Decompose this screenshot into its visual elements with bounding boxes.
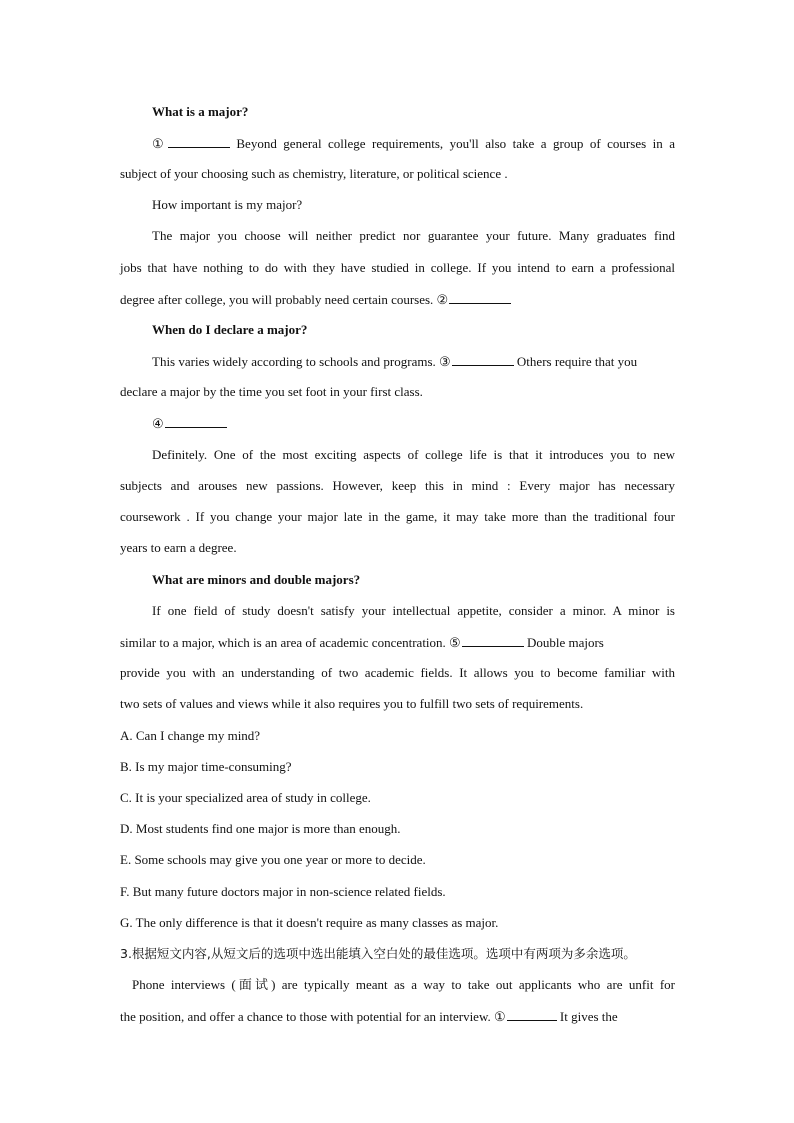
heading-what-is-major: What is a major? bbox=[152, 104, 249, 119]
paragraph-phone-line1: Phone interviews (面试) are typically meant as a way to take out applicants who are unfit for bbox=[132, 977, 675, 992]
text-span: degree after college, you will probably need certain courses. ② bbox=[120, 292, 449, 307]
paragraph-change-line1: Definitely. One of the most exciting aspects of college life is that it introduces you to new bbox=[152, 447, 675, 462]
answer-blank-4[interactable] bbox=[165, 414, 227, 428]
paragraph-change-line3: coursework . If you change your major late in the game, it may take more than the traditional four bbox=[120, 509, 675, 524]
text-span: This varies widely according to schools and programs. ③ bbox=[152, 354, 451, 369]
text-span: Others require that you bbox=[513, 354, 638, 369]
heading-how-important: How important is my major? bbox=[152, 197, 303, 212]
option-c: C. It is your specialized area of study in college. bbox=[120, 790, 371, 805]
text-span: Double majors bbox=[523, 635, 604, 650]
text-span: similar to a major, which is an area of academic concentration. ⑤ bbox=[120, 635, 461, 650]
option-g: G. The only difference is that it doesn't require as many classes as major. bbox=[120, 915, 499, 930]
blank-marker-1: ① bbox=[152, 136, 167, 151]
option-d: D. Most students find one major is more than enough. bbox=[120, 821, 401, 836]
answer-blank-q3-1[interactable] bbox=[507, 1007, 557, 1021]
answer-blank-2[interactable] bbox=[449, 290, 511, 304]
paragraph-minors-line3: provide you with an understanding of two academic fields. It allows you to become familiar with bbox=[120, 665, 675, 680]
paragraph-change-line2: subjects and arouses new passions. However, keep this in mind : Every major has necessary bbox=[120, 478, 675, 493]
question-3-instruction: 3.根据短文内容,从短文后的选项中选出能填入空白处的最佳选项。选项中有两项为多余选项。 bbox=[120, 946, 636, 961]
paragraph-importance-line3 bbox=[120, 290, 675, 309]
paragraph-change-line4: years to earn a degree. bbox=[120, 540, 237, 555]
option-e: E. Some schools may give you one year or more to decide. bbox=[120, 852, 426, 867]
heading-minors: What are minors and double majors? bbox=[152, 572, 361, 587]
paragraph-minors-line1: If one field of study doesn't satisfy your intellectual appetite, consider a minor. A minor is bbox=[152, 603, 675, 618]
paragraph-declare-line2: declare a major by the time you set foot in your first class. bbox=[120, 384, 423, 399]
option-b: B. Is my major time-consuming? bbox=[120, 759, 292, 774]
answer-blank-1[interactable] bbox=[168, 134, 230, 148]
paragraph-minors-line4: two sets of values and views while it also requires you to fulfill two sets of requirements. bbox=[120, 696, 584, 711]
paragraph-declare-line1 bbox=[120, 352, 675, 371]
paragraph-q1-line bbox=[120, 134, 675, 153]
answer-blank-5[interactable] bbox=[462, 633, 524, 647]
paragraph-q1-line2: subject of your choosing such as chemistry, literature, or political science . bbox=[120, 166, 508, 181]
blank-marker-4: ④ bbox=[152, 416, 164, 431]
text-span: Beyond general college requirements, you'll also take a group of courses in a bbox=[229, 136, 675, 151]
paragraph-importance-line1: The major you choose will neither predict nor guarantee your future. Many graduates find bbox=[152, 228, 675, 243]
text-span: the position, and offer a chance to those with potential for an interview. ① bbox=[120, 1009, 506, 1024]
heading-when-declare: When do I declare a major? bbox=[152, 322, 308, 337]
paragraph-minors-line2 bbox=[120, 633, 675, 652]
paragraph-importance-line2: jobs that have nothing to do with they have studied in college. If you intend to earn a professional bbox=[120, 260, 675, 275]
question-4-line bbox=[120, 414, 675, 433]
answer-blank-3[interactable] bbox=[452, 352, 514, 366]
paragraph-phone-line2 bbox=[120, 1007, 675, 1026]
option-f: F. But many future doctors major in non-science related fields. bbox=[120, 884, 446, 899]
option-a: A. Can I change my mind? bbox=[120, 728, 261, 743]
text-span: It gives the bbox=[556, 1009, 618, 1024]
